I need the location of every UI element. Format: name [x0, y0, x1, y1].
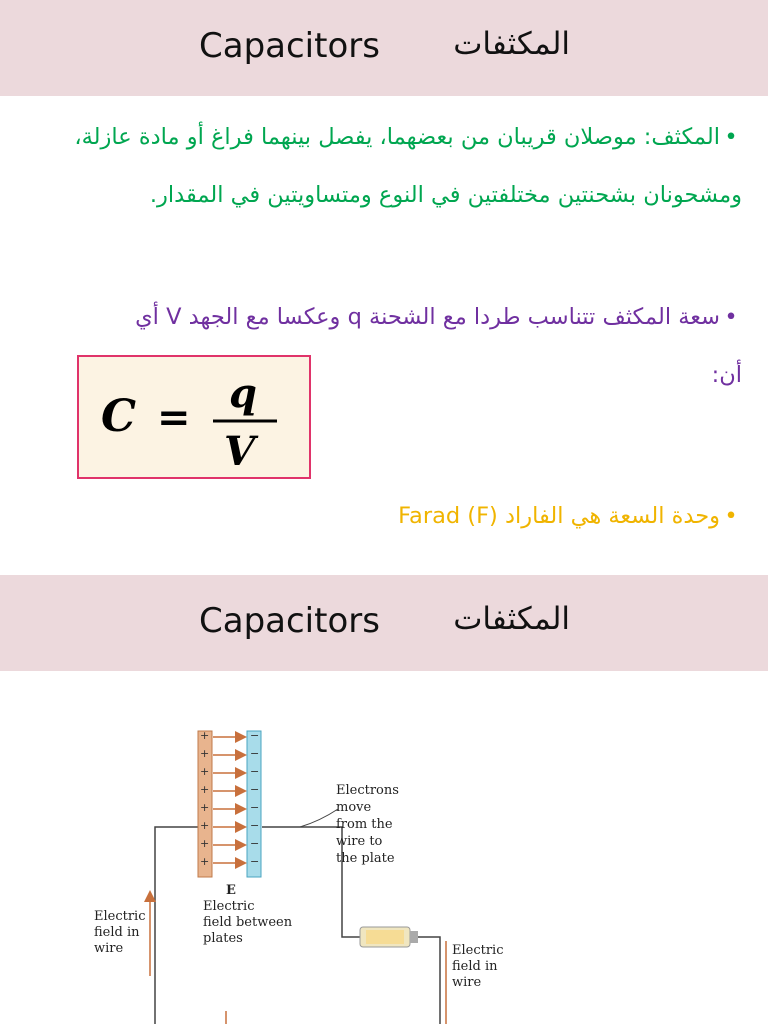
plus-2: + [200, 747, 210, 760]
bullet-unit-text: وحدة السعة هي الفاراد (Farad (F [398, 503, 720, 529]
bullet-dot: • [724, 124, 738, 150]
electrons-leader-line [300, 809, 338, 827]
plus-6: + [200, 819, 210, 832]
title-bar [0, 0, 768, 96]
label-wire-left-3: wire [94, 941, 124, 956]
field-arrows [213, 737, 244, 863]
title-arabic: المكثفات [453, 601, 570, 637]
formula-numerator: q [229, 370, 257, 417]
label-wire-left-2: field in [94, 925, 140, 940]
label-electrons-5: the plate [336, 851, 395, 866]
label-electrons-2: move [336, 800, 372, 815]
plus-5: + [200, 801, 210, 814]
bullet-definition-text: المكثف: موصلان قريبان من بعضهما، يفصل بينهما فراغ أو مادة عازلة، ومشحونان بشحنتين مختلفتين في النوع ومتساويتين في المقدار. [74, 124, 742, 208]
minus-1: − [250, 729, 260, 742]
label-field-between-2: field between [203, 915, 293, 930]
minus-5: − [250, 801, 260, 814]
formula-graphic [79, 357, 309, 477]
label-wire-left-1: Electric [94, 909, 146, 924]
minus-8: − [250, 855, 260, 868]
label-wire-right-1: Electric [452, 943, 504, 958]
slide-2 [0, 575, 768, 1024]
circuit-figure [0, 671, 768, 1024]
bullet-capacitance-continuation: أن: [711, 362, 742, 388]
title-english: Capacitors [199, 601, 380, 641]
label-wire-right-3: wire [452, 975, 482, 990]
label-electrons-1: Electrons [336, 783, 399, 798]
plus-8: + [200, 855, 210, 868]
minus-3: − [250, 765, 260, 778]
plus-1: + [200, 729, 210, 742]
capacitor-circuit-diagram [0, 671, 768, 1024]
label-electrons-3: from the [336, 817, 393, 832]
plus-3: + [200, 765, 210, 778]
plus-7: + [200, 837, 210, 850]
formula-denominator: V [224, 428, 256, 475]
title-arabic: المكثفات [453, 26, 570, 62]
bullet-capacitance-text: سعة المكثف تتناسب طردا مع الشحنة q وعكسا مع الجهد V أي [135, 304, 720, 330]
title-bar [0, 575, 768, 671]
formula-lhs: C [101, 391, 137, 442]
label-field-between-1: Electric [203, 899, 255, 914]
label-E: E [226, 883, 236, 898]
minus-2: − [250, 747, 260, 760]
minus-4: − [250, 783, 260, 796]
formula-equals: = [157, 394, 191, 441]
bullet-unit [42, 487, 742, 545]
label-wire-right-2: field in [452, 959, 498, 974]
label-electrons-4: wire to [336, 834, 383, 849]
battery-icon [360, 927, 418, 947]
label-field-between-3: plates [203, 931, 243, 946]
minus-7: − [250, 837, 260, 850]
bullet-dot: • [724, 304, 738, 330]
bullet-dot: • [724, 503, 738, 529]
wire-left [155, 827, 200, 1024]
formula-box [77, 355, 311, 479]
plus-4: + [200, 783, 210, 796]
minus-6: − [250, 819, 260, 832]
title-english: Capacitors [199, 26, 380, 66]
bullet-definition [42, 108, 742, 224]
wire-right [418, 937, 440, 1024]
